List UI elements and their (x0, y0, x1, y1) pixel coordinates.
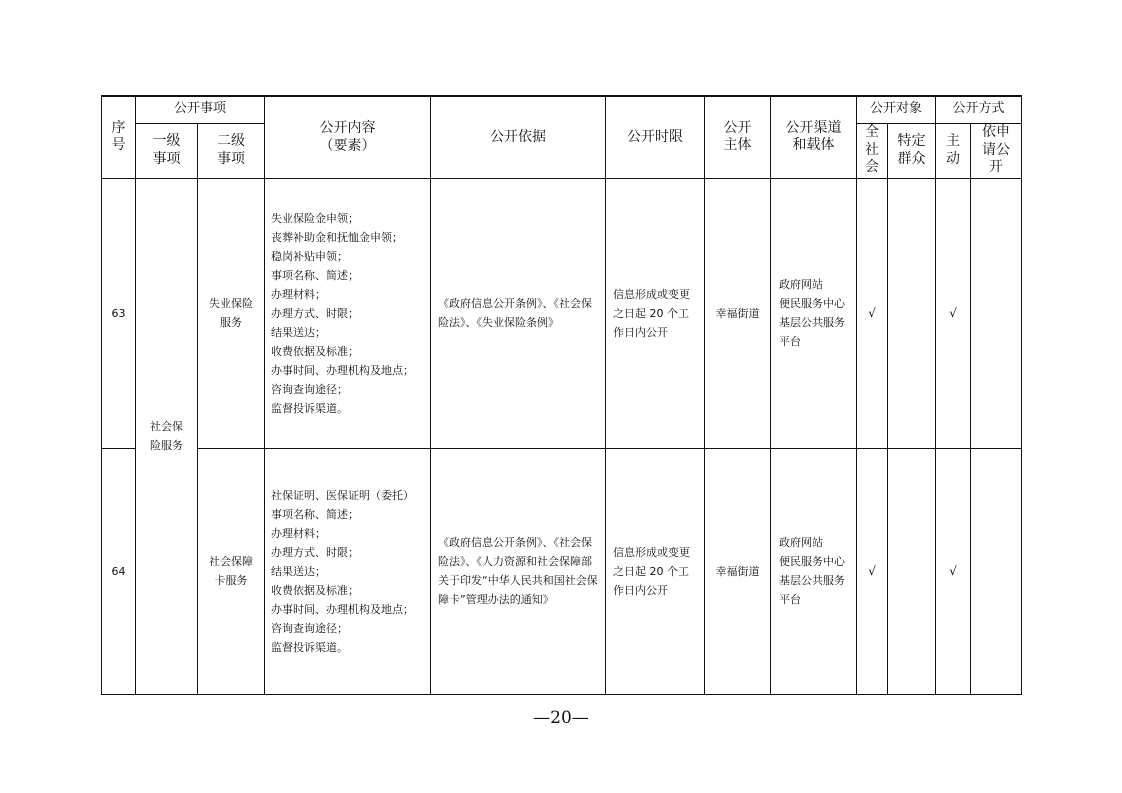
content-line: 稳岗补贴申领； (271, 249, 349, 263)
basis-text: 《政府信息公开条例》、《社会保险法》、《人力资源和社会保障部关于印发“中华人民共和国社会保障卡”管理办法的通知》 (438, 536, 598, 606)
header-level2 (198, 123, 265, 178)
header-method-active-label: 主动 (946, 133, 961, 167)
table-row (102, 178, 1022, 448)
header-row-1 (102, 96, 1022, 123)
content-line: 结果送达； (271, 564, 327, 578)
header-channel-label: 公开渠道和载体 (785, 119, 842, 154)
content-line: 失业保险金申领； (271, 211, 360, 225)
content-line: 收费依据及标准； (271, 583, 360, 597)
content-cell (265, 178, 431, 448)
table-row (102, 448, 1022, 694)
header-target-group: 公开对象 (857, 96, 936, 123)
page-number: —20— (533, 708, 589, 728)
subject-cell: 幸福街道 (705, 178, 771, 448)
method-apply-check (971, 178, 1022, 448)
disclosure-table (101, 95, 1022, 695)
header-method-active (936, 123, 971, 178)
basis-cell (431, 448, 606, 694)
content-line: 社保证明、医保证明（委托） (271, 488, 415, 502)
level2-label: 失业保险服务 (209, 297, 253, 329)
header-level2-label: 二级事项 (217, 133, 245, 167)
content-line: 监督投诉渠道。 (271, 640, 349, 654)
header-time-limit: 公开时限 (606, 96, 705, 178)
content-line: 办理方式、时限； (271, 545, 360, 559)
header-level1 (136, 123, 198, 178)
channel-line: 政府网站 (779, 536, 824, 549)
header-method-apply-label: 依申请公开 (982, 124, 1011, 176)
content-line: 咨询查询途径； (271, 621, 349, 635)
level2-cell (198, 178, 265, 448)
header-items-group: 公开事项 (136, 96, 265, 123)
content-cell (265, 448, 431, 694)
content-line: 咨询查询途径； (271, 382, 349, 396)
header-method-group: 公开方式 (936, 96, 1022, 123)
level1-label: 社会保险服务 (150, 420, 183, 452)
level2-label: 社会保障卡服务 (209, 555, 253, 587)
header-seq (102, 96, 136, 178)
channel-cell (771, 448, 857, 694)
content-line: 事项名称、简述； (271, 507, 360, 521)
header-target-specific (888, 123, 936, 178)
content-line: 办理材料； (271, 287, 327, 301)
method-active-check: √ (936, 178, 971, 448)
content-line: 丧葬补助金和抚恤金申领； (271, 230, 404, 244)
header-subject (705, 96, 771, 178)
basis-cell (431, 178, 606, 448)
method-apply-check (971, 448, 1022, 694)
header-target-all (857, 123, 888, 178)
time-limit-cell (606, 178, 705, 448)
channel-cell (771, 178, 857, 448)
header-content (265, 96, 431, 178)
time-limit-cell (606, 448, 705, 694)
header-subject-label: 公开主体 (723, 119, 752, 154)
channel-line: 平台 (779, 335, 802, 348)
target-specific-check (888, 448, 936, 694)
method-active-check: √ (936, 448, 971, 694)
header-channel (771, 96, 857, 178)
time-limit-text: 信息形成或变更之日起 20 个工作日内公开 (613, 545, 691, 597)
target-all-check: √ (857, 448, 888, 694)
channel-line: 便民服务中心 (779, 555, 846, 568)
header-target-all-label: 全社会 (865, 124, 880, 176)
channel-line: 基层公共服务 (779, 316, 846, 329)
header-target-specific-label: 特定群众 (897, 133, 926, 167)
channel-line: 平台 (779, 593, 802, 606)
target-specific-check (888, 178, 936, 448)
content-line: 监督投诉渠道。 (271, 401, 349, 415)
content-line: 办事时间、办理机构及地点； (271, 602, 415, 616)
row-number: 63 (102, 178, 136, 448)
content-line: 办理方式、时限； (271, 306, 360, 320)
channel-line: 政府网站 (779, 278, 824, 291)
content-line: 事项名称、简述； (271, 268, 360, 282)
channel-line: 便民服务中心 (779, 297, 846, 310)
row-number: 64 (102, 448, 136, 694)
content-line: 收费依据及标准； (271, 344, 360, 358)
time-limit-text: 信息形成或变更之日起 20 个工作日内公开 (613, 287, 691, 339)
header-level1-label: 一级事项 (152, 133, 181, 167)
header-content-label: 公开内容 (319, 120, 376, 137)
content-line: 结果送达； (271, 325, 327, 339)
header-basis: 公开依据 (431, 96, 606, 178)
header-seq-label: 序号 (111, 119, 126, 154)
channel-line: 基层公共服务 (779, 574, 846, 587)
basis-text: 《政府信息公开条例》、《社会保险法》、《失业保险条例》 (438, 297, 593, 329)
subject-cell: 幸福街道 (705, 448, 771, 694)
header-method-apply (971, 123, 1022, 178)
level1-cell (136, 178, 198, 694)
level2-cell (198, 448, 265, 694)
header-content-sub: （要素） (319, 138, 376, 155)
target-all-check: √ (857, 178, 888, 448)
content-line: 办事时间、办理机构及地点； (271, 363, 415, 377)
content-line: 办理材料； (271, 526, 327, 540)
